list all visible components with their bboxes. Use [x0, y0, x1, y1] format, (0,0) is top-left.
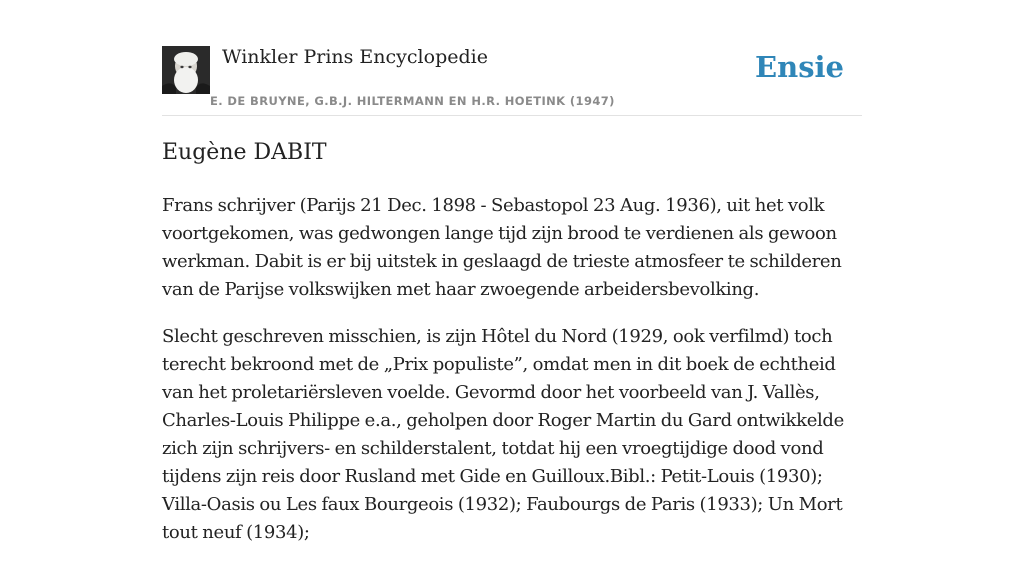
- header: [162, 0, 862, 116]
- article-body: [162, 192, 862, 566]
- page: [162, 0, 862, 543]
- portrait-photo-icon[interactable]: [162, 46, 210, 94]
- authors-credit: E. DE BRUYNE, G.B.J. HILTERMANN EN H.R. HOETINK (1947): [210, 94, 615, 108]
- article-title: Eugène DABIT: [162, 140, 327, 165]
- site-name[interactable]: Winkler Prins Encyclopedie: [222, 46, 488, 68]
- article-paragraph: Slecht geschreven misschien, is zijn Hôtel du Nord (1929, ook verfilmd) toch terecht bekroond met de „Prix populiste”, omdat men in dit boek de echtheid van het proletariërsleven voelde. Gevormd door het voorbeeld van J. Vallès, Charles-Louis Philippe e.a., geholpen door Roger Martin du Gard ontwikkelde zich zijn schrijvers- en schilderstalent, totdat hij een vroegtijdige dood vond tijdens zijn reis door Rusland met Gide en Guilloux.Bibl.: Petit-Louis (1930); Villa-Oasis ou Les faux Bourgeois (1932); Faubourgs de Paris (1933); Un Mort tout neuf (1934);: [162, 326, 844, 543]
- brand-logo-link[interactable]: Ensie: [755, 50, 844, 84]
- article-paragraph: Frans schrijver (Parijs 21 Dec. 1898 - Sebastopol 23 Aug. 1936), uit het volk voortgekomen, was gedwongen lange tijd zijn brood te verdienen als gewoon werkman. Dabit is er bij uitstek in geslaagd de trieste atmosfeer te schilderen van de Parijse volkswijken met haar zwoegende arbeidersbevolking.: [162, 195, 842, 300]
